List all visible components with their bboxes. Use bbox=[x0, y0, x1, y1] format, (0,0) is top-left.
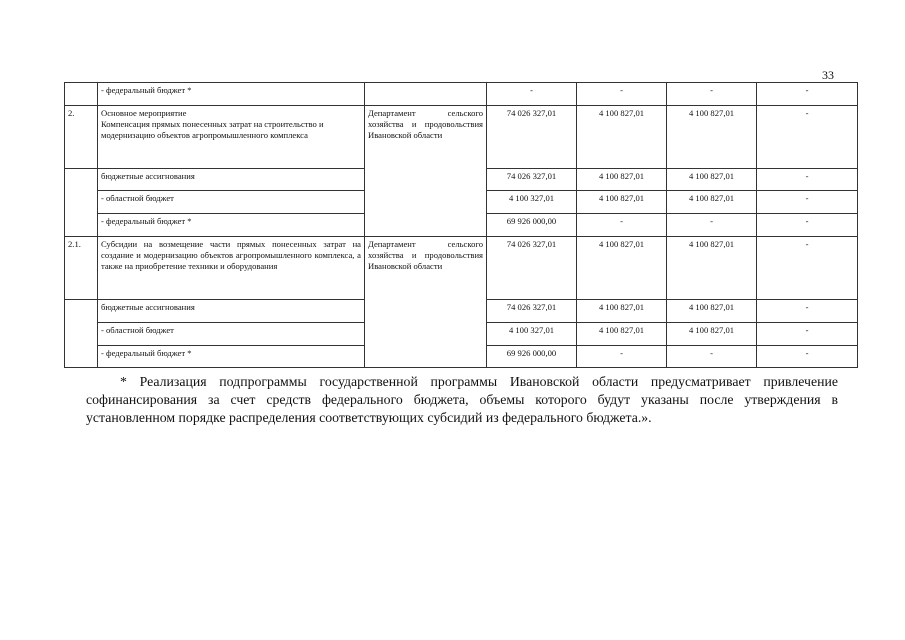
table-row bbox=[65, 237, 858, 300]
activity-description: Компенсация прямых понесенных затрат на строительство и модернизацию объектов агропромышленного комплекса bbox=[101, 119, 324, 140]
value-cell: 74 026 327,01 bbox=[487, 169, 577, 191]
activity-description: Субсидии на возмещение части прямых понесенных затрат на создание и модернизацию объектов агропромышленного комплекса, а также на приобретение техники и оборудования bbox=[98, 237, 365, 300]
value-cell: 4 100 827,01 bbox=[577, 106, 667, 169]
value-cell: 4 100 827,01 bbox=[577, 323, 667, 346]
value-cell: 4 100 827,01 bbox=[577, 169, 667, 191]
value-cell: - bbox=[757, 191, 858, 214]
page-number: 33 bbox=[822, 68, 834, 82]
row-label: бюджетные ассигнования bbox=[98, 169, 365, 191]
value-cell: - bbox=[757, 237, 858, 300]
value-cell: 69 926 000,00 bbox=[487, 346, 577, 368]
value-cell: 74 026 327,01 bbox=[487, 106, 577, 169]
row-number-cell bbox=[65, 169, 98, 237]
footnote-text: * Реализация подпрограммы государственной программы Ивановской области предусматривает привлечение софинансирования за счет средств федерального бюджета, объемы которого будут указаны после утверждения в установленном порядке распределения соответствующих субсидий из федерального бюджета.». bbox=[86, 374, 838, 425]
value-cell: 4 100 327,01 bbox=[487, 323, 577, 346]
row-label: бюджетные ассигнования bbox=[98, 300, 365, 323]
value-cell: - bbox=[487, 83, 577, 106]
value-cell: - bbox=[577, 83, 667, 106]
value-cell: 69 926 000,00 bbox=[487, 214, 577, 237]
value-cell: 4 100 827,01 bbox=[667, 300, 757, 323]
value-cell: - bbox=[667, 214, 757, 237]
value-cell: - bbox=[577, 346, 667, 368]
footnote bbox=[86, 373, 838, 427]
row-label: - областной бюджет bbox=[98, 323, 365, 346]
value-cell: - bbox=[757, 346, 858, 368]
row-label: - федеральный бюджет * bbox=[98, 83, 365, 106]
value-cell: - bbox=[757, 300, 858, 323]
dept-cell bbox=[365, 83, 487, 106]
value-cell: 4 100 827,01 bbox=[667, 191, 757, 214]
value-cell: 74 026 327,01 bbox=[487, 237, 577, 300]
department-cell: Департамент сельского хозяйства и продовольствия Ивановской области bbox=[365, 106, 487, 237]
value-cell: - bbox=[757, 106, 858, 169]
value-cell: - bbox=[667, 83, 757, 106]
value-cell: 4 100 827,01 bbox=[667, 237, 757, 300]
value-cell: 4 100 827,01 bbox=[577, 300, 667, 323]
department-cell: Департамент сельского хозяйства и продовольствия Ивановской области bbox=[365, 237, 487, 368]
value-cell: - bbox=[667, 346, 757, 368]
value-cell: 4 100 827,01 bbox=[667, 169, 757, 191]
row-number-cell bbox=[65, 83, 98, 106]
value-cell: - bbox=[757, 169, 858, 191]
value-cell: 4 100 827,01 bbox=[577, 237, 667, 300]
table-row bbox=[65, 83, 858, 106]
value-cell: 4 100 827,01 bbox=[577, 191, 667, 214]
value-cell: 74 026 327,01 bbox=[487, 300, 577, 323]
budget-table bbox=[64, 82, 858, 368]
activity-title: Основное мероприятие bbox=[101, 108, 187, 118]
table-row bbox=[65, 106, 858, 169]
value-cell: - bbox=[757, 323, 858, 346]
value-cell: - bbox=[577, 214, 667, 237]
row-label: - областной бюджет bbox=[98, 191, 365, 214]
value-cell: 4 100 827,01 bbox=[667, 106, 757, 169]
activity-cell bbox=[98, 106, 365, 169]
value-cell: - bbox=[757, 214, 858, 237]
row-number: 2.1. bbox=[65, 237, 98, 300]
value-cell: 4 100 327,01 bbox=[487, 191, 577, 214]
row-label: - федеральный бюджет * bbox=[98, 214, 365, 237]
row-number-cell bbox=[65, 300, 98, 368]
row-label: - федеральный бюджет * bbox=[98, 346, 365, 368]
value-cell: 4 100 827,01 bbox=[667, 323, 757, 346]
value-cell: - bbox=[757, 83, 858, 106]
row-number: 2. bbox=[65, 106, 98, 169]
